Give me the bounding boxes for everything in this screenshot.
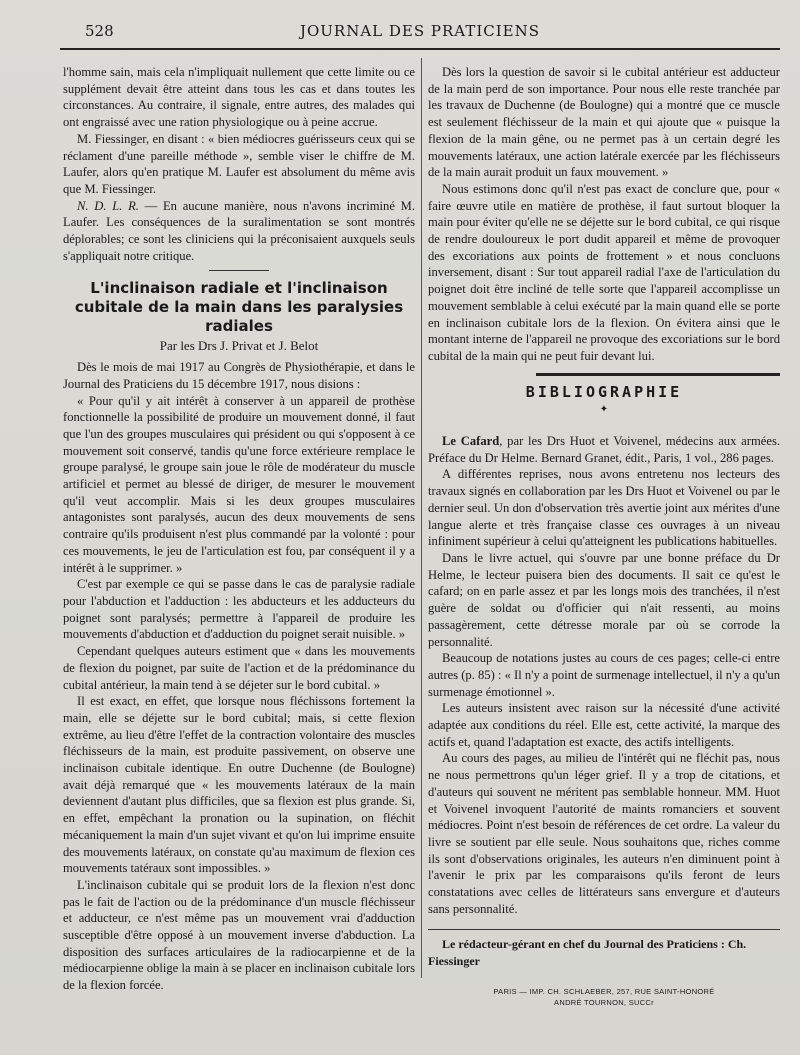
left-column (63, 64, 415, 994)
paragraph: l'homme sain, mais cela n'impliquait nullement que cette limite ou ce supplément devait être atteint dans tous les cas et dans toutes les circonstances. Au contraire, il signale, entre autres, des malades qui ont engraissé avec une ration physiologique ou à peine accrue. (63, 65, 415, 130)
book-title: Le Cafard (442, 434, 500, 449)
paragraph: « Pour qu'il y ait intérêt à conserver à un appareil de prothèse fonctionnelle la possibilité de produire un mouvement donné, il faut que l'un des groupes musculaires qui président ou qui s'opposent à ce mouvement soit conservé, tandis qu'une force extérieure remplace le groupe paralysé, le groupe sain joue le rôle de modérateur du muscle artificiel et permet au blessé de diriger, de mesurer le mouvement qu'il veut accomplir. Mais si les deux groupes musculaires antagonistes sont paralysés, aucun des deux mouvements de sens contraire qu'ils produisent n'est plus commandé par la volonté : pour ces mouvements, le jeu de l'articulation est fou, par conséquent il y a intérêt à le supprimer. » (63, 393, 415, 575)
page-number: 528 (85, 22, 114, 40)
header-rule (60, 48, 780, 50)
bibliography-rule (536, 373, 780, 376)
column-divider (421, 58, 422, 978)
footer-rule (428, 929, 780, 930)
paragraph: Cependant quelques auteurs estiment que « dans les mouvements de flexion du poignet, par suite de l'action et de la prédominance du cubital antérieur, la main tend à se déjeter sur le bord cubital. » (63, 644, 415, 692)
ornament-icon: ✦ (599, 404, 609, 416)
editor-note-text: — En aucune manière, nous n'avons incriminé M. Laufer. Les conséquences de la suralimentation se sont montrés déplorables; ce sont les cliniciens qui la préconisaient auxquels seuls s'appliquait notre critique. (63, 198, 415, 263)
page-header (60, 22, 780, 44)
paragraph: Les auteurs insistent avec raison sur la nécessité d'une activité adaptée aux conditions du réel. Elle est, cette activité, la marque des actifs et, quand l'adaptation est exacte, des actifs intelligents. (428, 701, 780, 749)
paragraph: Dès le mois de mai 1917 au Congrès de Physiothérapie, et dans le Journal des Praticiens du 15 décembre 1917, nous disions : (63, 360, 415, 391)
bibliography-entry (428, 433, 780, 466)
paragraph: M. Fiessinger, en disant : « bien médiocres guérisseurs ceux qui se réclament d'une pareille méthode », semble viser le chiffre de M. Laufer, alors qu'en pratique M. Laufer est absolument du même avis que M. Fiessinger. (63, 131, 415, 196)
paragraph: Dans le livre actuel, qui s'ouvre par une bonne préface du Dr Helme, le lecteur puisera bien des documents. Il sait ce qu'est le cafard; on en parle assez et par les longs mois des tranchées, il n'est guère de soldat ou d'officier qui n'ait ressenti, au moins passagèrement, cette détresse morale par où se corrode la personnalité. (428, 550, 780, 649)
paragraph: A différentes reprises, nous avons entretenu nos lecteurs des travaux signés en collaboration par les Drs Huot et Voivenel ou par le dernier seul. Un don d'observation très avertie joint aux mérites d'une langue alerte et très française classe ces ouvrages à un niveau infiniment supérieur à celui qu'atteignent les publications habituelles. (428, 467, 780, 549)
paragraph: L'inclinaison cubitale qui se produit lors de la flexion n'est donc pas le fait de l'action ou de la prédominance d'un muscle fléchisseur et adducteur, ce n'est même pas un mouvement vrai d'adduction susceptible d'être opposé à un mouvement inverse d'abduction. La disposition des surfaces articulaires de la radiocarpienne et de la médiocarpienne oblige la main à se placer en inclinaison cubitale lors de la flexion forcée. (63, 877, 415, 993)
editor-note-signature: N. D. L. R. (77, 198, 139, 213)
article-title: L'inclinaison radiale et l'inclinaison cubitale de la main dans les paralysies radiales (74, 279, 404, 336)
right-column (428, 64, 780, 1008)
paragraph: Nous estimons donc qu'il n'est pas exact de conclure que, pour « faire œuvre utile en matière de prothèse, il faut surtout bloquer la main pour éviter qu'elle ne se déjette sur le bord cubital, ce qui risque de rendre douloureux le port dudit appareil et même de provoquer des excoriations aux points de frottement » et nous concluons inversement, disant : Sur tout appareil radial l'axe de l'articulation du poignet doit être incliné de telle sorte que l'appareil accomplisse un mouvement semblable à celui exécuté par la main quand elle se porte en inclinaison cubitale lors de la flexion. On évitera ainsi que le montant interne de l'appareil ne provoque des excoriations sur le bord cubital de la main qui ne peut fuir devant lui. (428, 181, 780, 363)
book-reference: , par les Drs Huot et Voivenel, médecins aux armées. Préface du Dr Helme. Bernard Granet, édit., Paris, 1 vol., 286 pages. (428, 434, 780, 465)
paragraph: Dès lors la question de savoir si le cubital antérieur est adducteur de la main perd de son importance. Pour nous elle reste tranchée par les travaux de Duchenne (de Boulogne) qui a montré que ce muscle est seulement fléchisseur de la main et qui ajoute que « puisque la flexion de la main gêne, ou ne permet pas à un certain degré les mouvements latéraux, une action latérale exercée par les fléchisseurs de la main aurait produit un faux mouvement. » (428, 65, 780, 180)
section-divider (209, 270, 269, 271)
journal-title: JOURNAL DES PRATICIENS (299, 22, 541, 40)
editor-note (63, 198, 415, 265)
paragraph: Il est exact, en effet, que lorsque nous fléchissons fortement la main, elle se déjette sur le bord cubital; mais, si cette flexion extrême, au lieu d'être l'effet de la contraction volontaire des muscles fléchisseurs de la main, est produite passivement, on observe une inclinaison cubitale identique. En outre Duchenne (de Boulogne) avait déjà remarqué que « les mouvements latéraux de la main deviennent d'autant plus difficiles, que sa flexion est plus grande. Si, en effet, empêchant la pronation ou la supination, on fléchit mécaniquement la main d'un sujet vivant et qu'on lui imprime ensuite des mouvements latéraux, on constate qu'au maximum de flexion ces mouvements tatéraux sont impossibles. » (63, 694, 415, 876)
paragraph: Au cours des pages, au milieu de l'intérêt qui ne fléchit pas, nous ne nous permettrons qu'un léger grief. Il y a trop de citations, et d'auteurs qui souvent ne méritent pas semblable honneur. MM. Huot et Voivenel invoquent l'autorité de maints romanciers et souvent médiocres. Point n'est besoin de références de cet ordre. La valeur du livre se soutient par elle seule. Nous souhaitons que, riches comme ils sont d'observations originales, les auteurs n'en diminuent point à l'avenir le prix par les comparaisons qu'ils feront de leurs constatations avec celles de littérateurs sans envergure et d'auteurs sans personnalité. (428, 751, 780, 916)
article-byline: Par les Drs J. Privat et J. Belot (159, 338, 319, 354)
paragraph: C'est par exemple ce qui se passe dans le cas de paralysie radiale pour l'abduction et l'adduction : les abducteurs et les adducteurs du poignet sont paralysés; permettre à l'appareil de produire les mouvements d'abduction et d'adduction du poignet serait nuisible. » (63, 577, 415, 642)
printer-line: PARIS — IMP. CH. SCHLAEBER, 257, RUE SAINT-HONORÉ (493, 986, 715, 996)
printer-imprint (428, 986, 780, 1008)
bibliography-title: BIBLIOGRAPHIE (525, 382, 683, 401)
paragraph: Beaucoup de notations justes au cours de ces pages; celle-ci entre autres (p. 85) : « Il n'y a point de surmenage intellectuel, il n'y a qu'un surmenage émotionnel ». (428, 651, 780, 699)
printer-line: ANDRÉ TOURNON, SUCCr (554, 997, 654, 1007)
editor-credit: Le rédacteur-gérant en chef du Journal des Praticiens : Ch. Fiessinger (428, 937, 747, 969)
